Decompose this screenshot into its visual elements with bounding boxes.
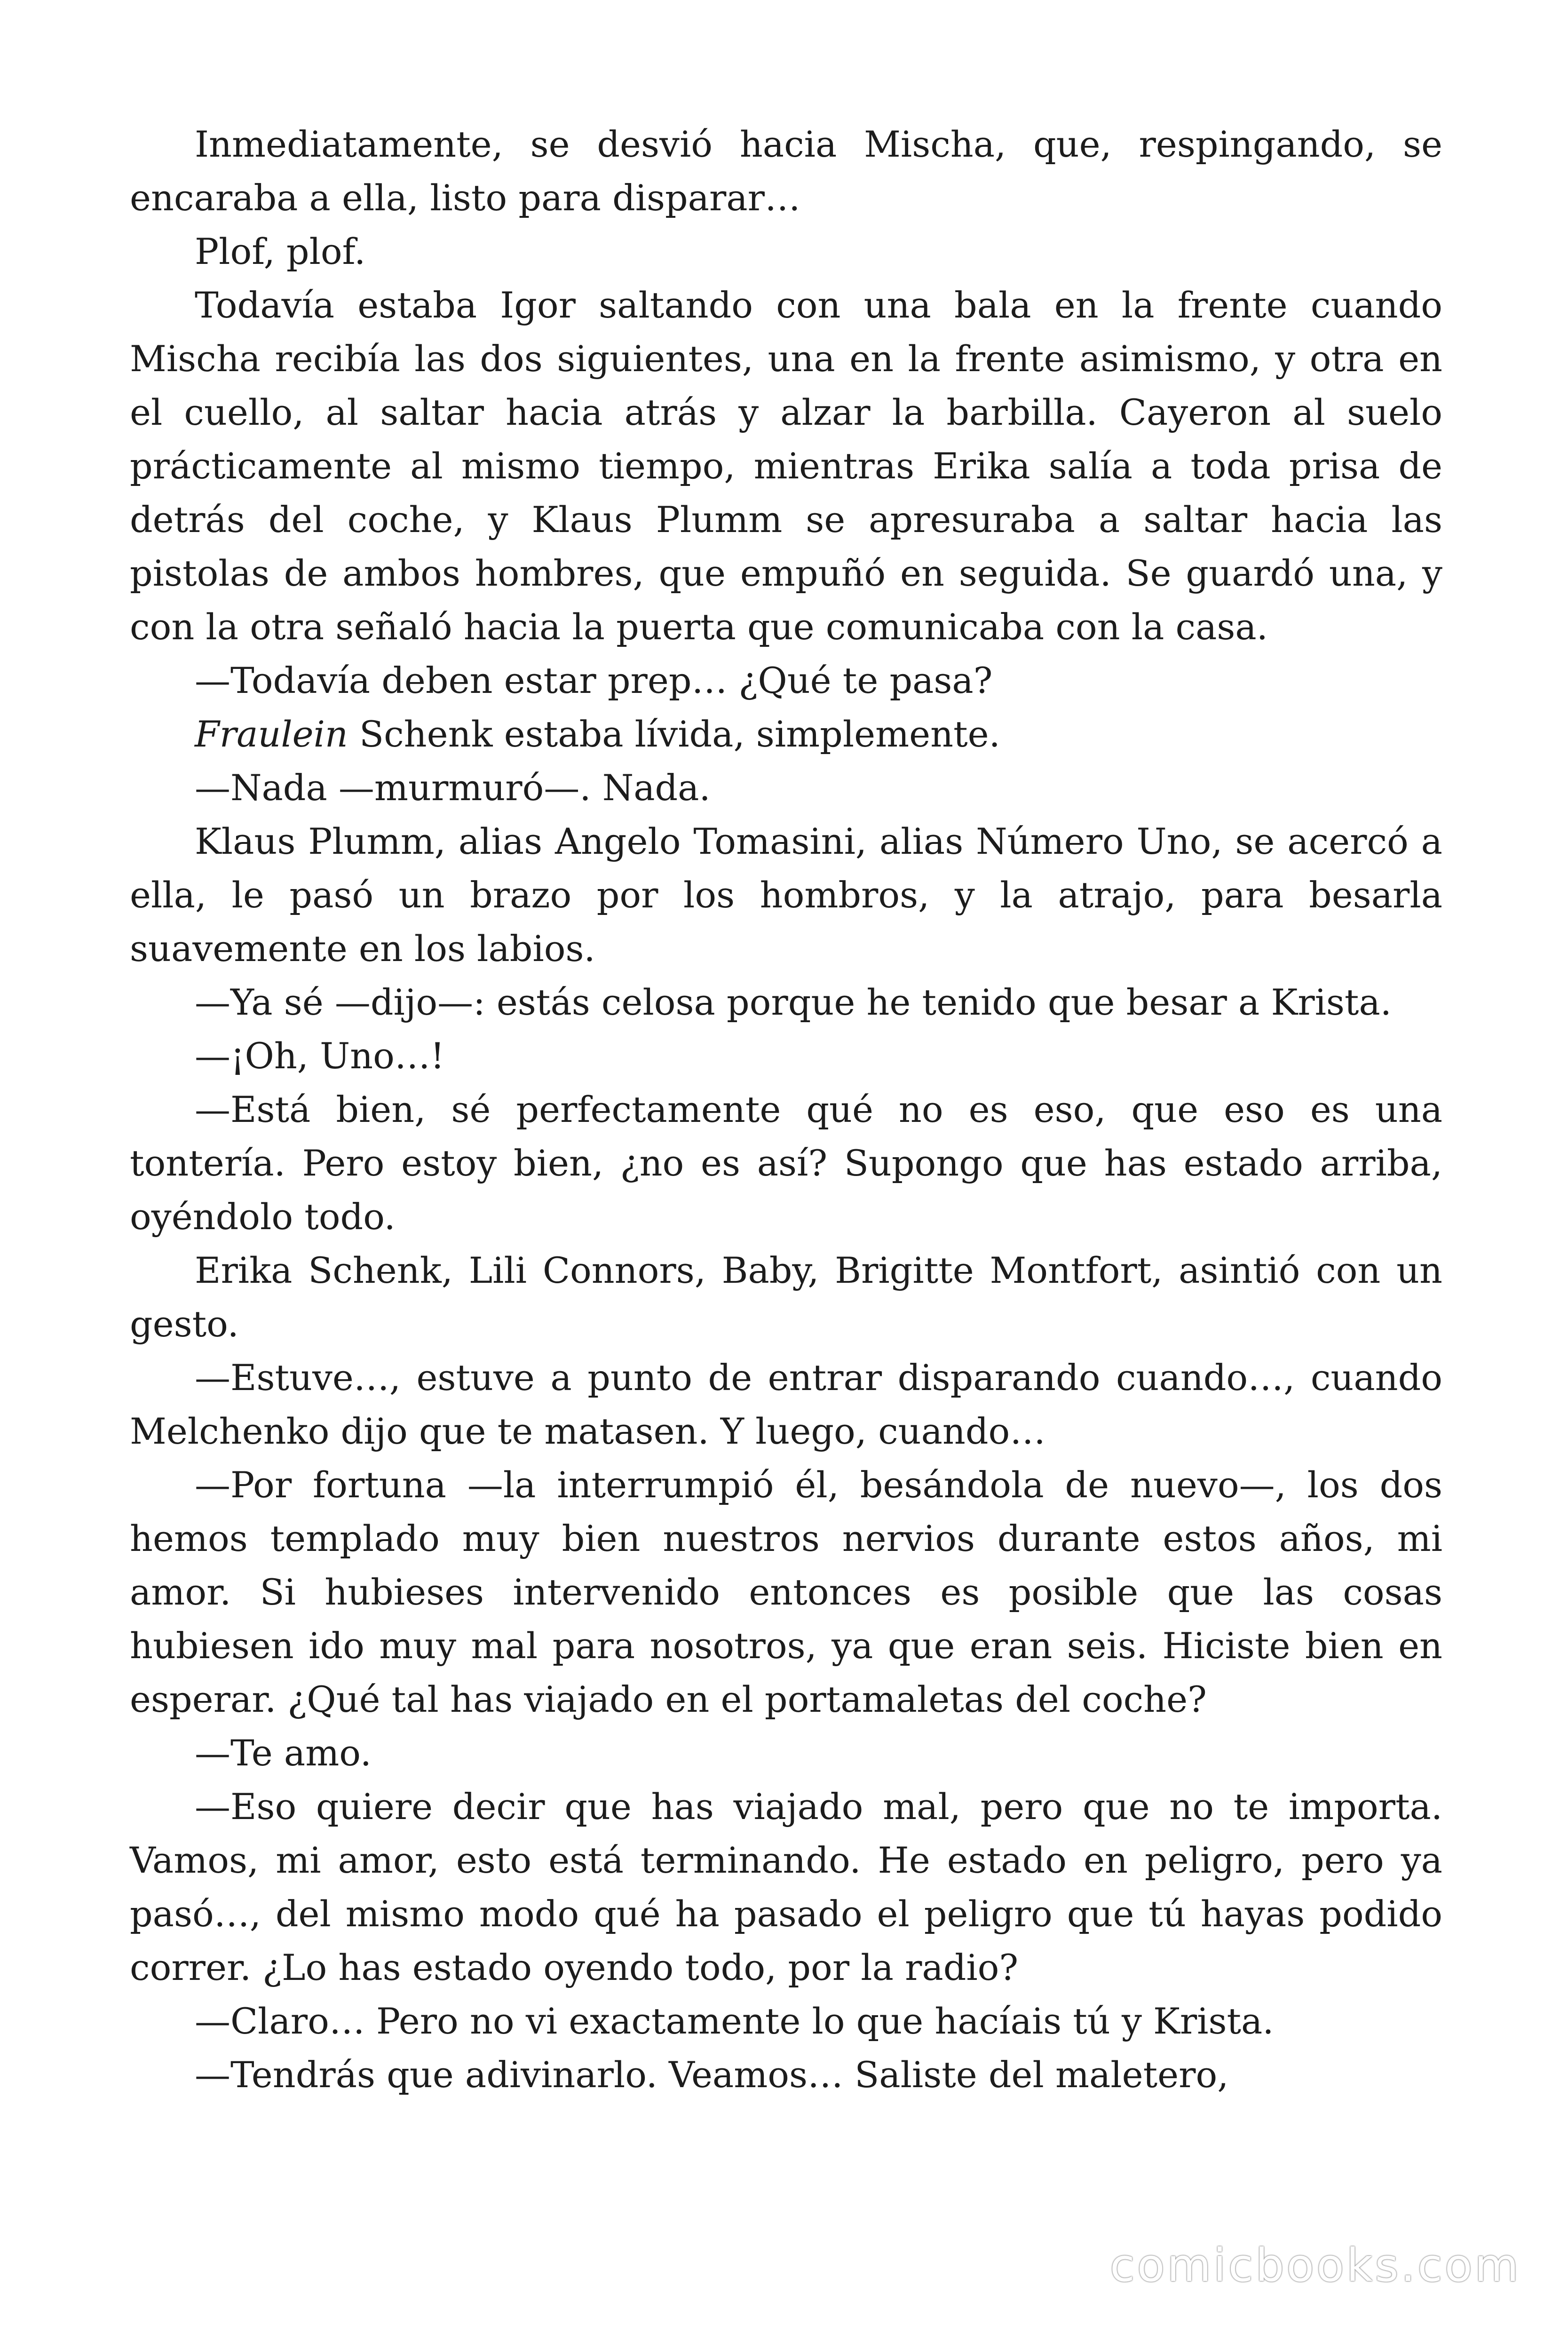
paragraph-9: —¡Oh, Uno…! <box>195 1035 445 1077</box>
paragraph-15: —Eso quiere decir que has viajado mal, pero que no te importa. Vamos, mi amor, esto está terminando. He estado en peligro, pero ya pasó…, del mismo modo qué ha pasado el peligro que tú hayas podido correr. ¿Lo has estado oyendo todo, por la radio? <box>130 1786 1442 1988</box>
paragraph-16: —Claro… Pero no vi exactamente lo que hacíais tú y Krista. <box>195 2000 1274 2042</box>
paragraph-8: —Ya sé —dijo—: estás celosa porque he tenido que besar a Krista. <box>195 981 1392 1023</box>
paragraph-14: —Te amo. <box>195 1732 372 1774</box>
paragraph-10: —Está bien, sé perfectamente qué no es eso, que eso es una tontería. Pero estoy bien, ¿no es así? Supongo que has estado arriba, oyéndolo todo. <box>130 1089 1442 1238</box>
paragraph-6: —Nada —murmuró—. Nada. <box>195 767 711 809</box>
paragraph-2: Plof, plof. <box>195 230 366 272</box>
paragraph-3: Todavía estaba Igor saltando con una bala en la frente cuando Mischa recibía las dos siguientes, una en la frente asimismo, y otra en el cuello, al saltar hacia atrás y alzar la barbilla. Cayeron al suelo prácticamente al mismo tiempo, mientras Erika salía a toda prisa de detrás del coche, y Klaus Plumm se apresuraba a saltar hacia las pistolas de ambos hombres, que empuñó en seguida. Se guardó una, y con la otra señaló hacia la puerta que comunicaba con la casa. <box>130 284 1442 648</box>
paragraph-11: Erika Schenk, Lili Connors, Baby, Brigitte Montfort, asintió con un gesto. <box>130 1249 1442 1345</box>
page-body <box>130 118 1442 2102</box>
paragraph-12: —Estuve…, estuve a punto de entrar disparando cuando…, cuando Melchenko dijo que te matasen. Y luego, cuando… <box>130 1357 1442 1452</box>
paragraph-1: Inmediatamente, se desvió hacia Mischa, que, respingando, se encaraba a ella, listo para disparar… <box>130 123 1442 219</box>
paragraph-13: —Por fortuna —la interrumpió él, besándola de nuevo—, los dos hemos templado muy bien nuestros nervios durante estos años, mi amor. Si hubieses intervenido entonces es posible que las cosas hubiesen ido muy mal para nosotros, ya que eran seis. Hiciste bien en esperar. ¿Qué tal has viajado en el portamaletas del coche? <box>130 1464 1442 1720</box>
watermark: comicbooks.com <box>1109 2239 1521 2292</box>
paragraph-5 <box>130 707 1442 761</box>
paragraph-7: Klaus Plumm, alias Angelo Tomasini, alias Número Uno, se acercó a ella, le pasó un brazo por los hombros, y la atrajo, para besarla suavemente en los labios. <box>130 820 1442 969</box>
paragraph-17: —Tendrás que adivinarlo. Veamos… Saliste del maletero, <box>195 2054 1229 2096</box>
italic-word: Fraulein <box>195 713 348 755</box>
paragraph-4: —Todavía deben estar prep… ¿Qué te pasa? <box>195 660 993 701</box>
paragraph-5-text: Schenk estaba lívida, simplemente. <box>348 713 1000 755</box>
